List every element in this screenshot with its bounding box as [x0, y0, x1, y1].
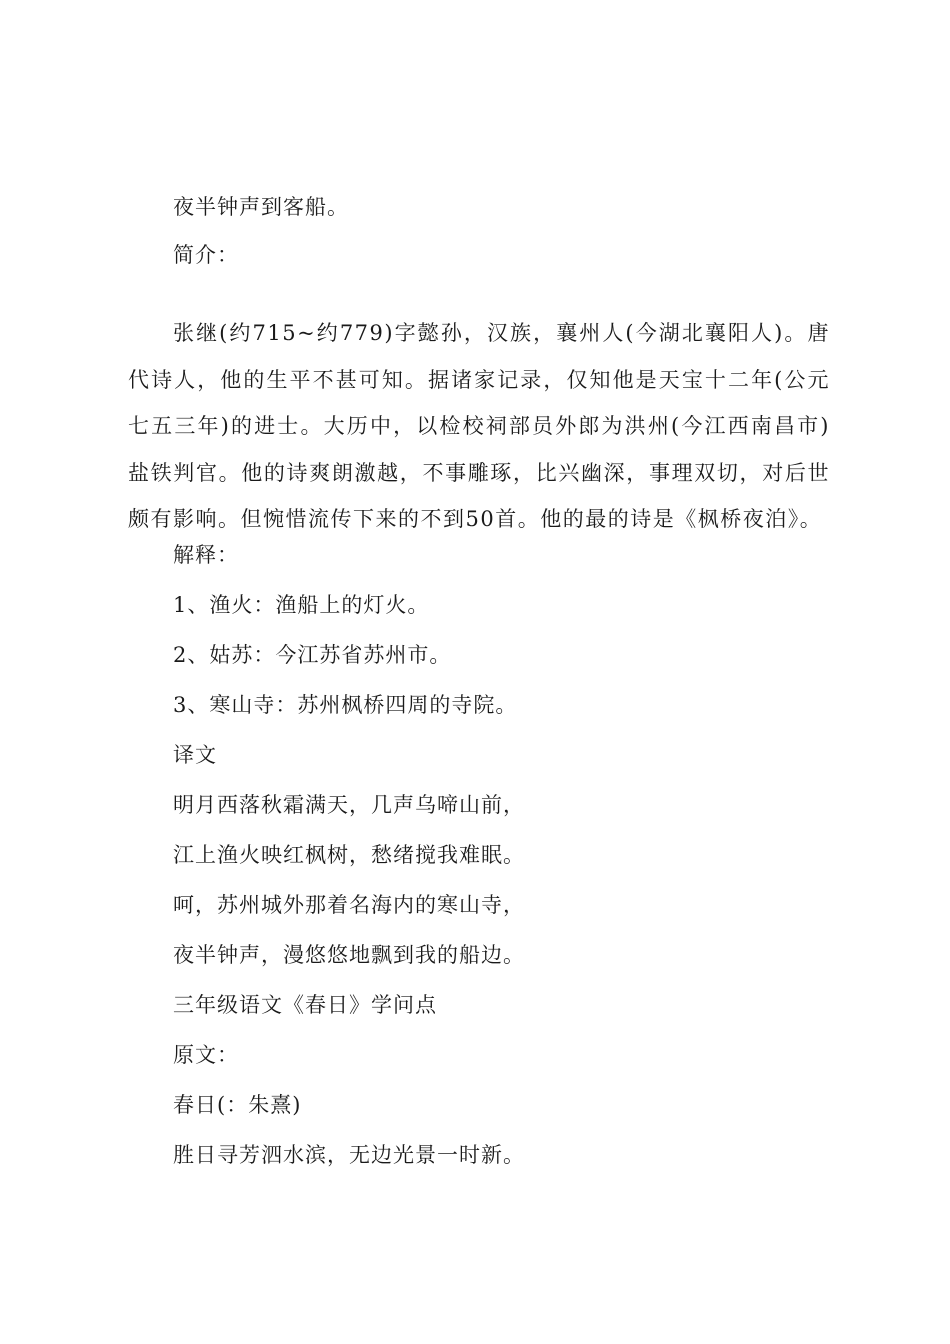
translation-line-2: 江上渔火映红枫树，愁绪搅我难眠。 — [173, 843, 525, 867]
original-text-heading: 原文： — [173, 1043, 239, 1067]
poem-title: 春日(：朱熹) — [173, 1093, 302, 1117]
translation-heading: 译文 — [173, 743, 217, 767]
translation-line-4: 夜半钟声，漫悠悠地飘到我的船边。 — [173, 943, 525, 967]
translation-line-3: 呵，苏州城外那着名海内的寒山寺， — [173, 893, 525, 917]
note-item-3: 3、寒山寺：苏州枫桥四周的寺院。 — [173, 693, 518, 717]
author-bio-paragraph: 张继(约715~约779)字懿孙，汉族，襄州人(今湖北襄阳人)。唐代诗人，他的生平不甚可知。据诸家记录，仅知他是天宝十二年(公元七五三年)的进士。大历中，以检校祠部员外郎为洪州(今江西南昌市)盐铁判官。他的诗爽朗激越，不事雕琢，比兴幽深，事理双切，对后世颇有影响。但惋惜流传下来的不到50首。他的最的诗是《枫桥夜泊》。 — [128, 321, 830, 531]
poem-line-1: 胜日寻芳泗水滨，无边光景一时新。 — [173, 1143, 525, 1167]
note-item-2: 2、姑苏：今江苏省苏州市。 — [173, 643, 452, 667]
section-title: 三年级语文《春日》学问点 — [173, 993, 437, 1017]
intro-heading: 简介： — [173, 243, 239, 267]
note-item-1: 1、渔火：渔船上的灯火。 — [173, 593, 430, 617]
explanation-heading: 解释： — [173, 543, 239, 567]
translation-line-1: 明月西落秋霜满天，几声乌啼山前， — [173, 793, 525, 817]
poem-last-line: 夜半钟声到客船。 — [173, 195, 349, 219]
